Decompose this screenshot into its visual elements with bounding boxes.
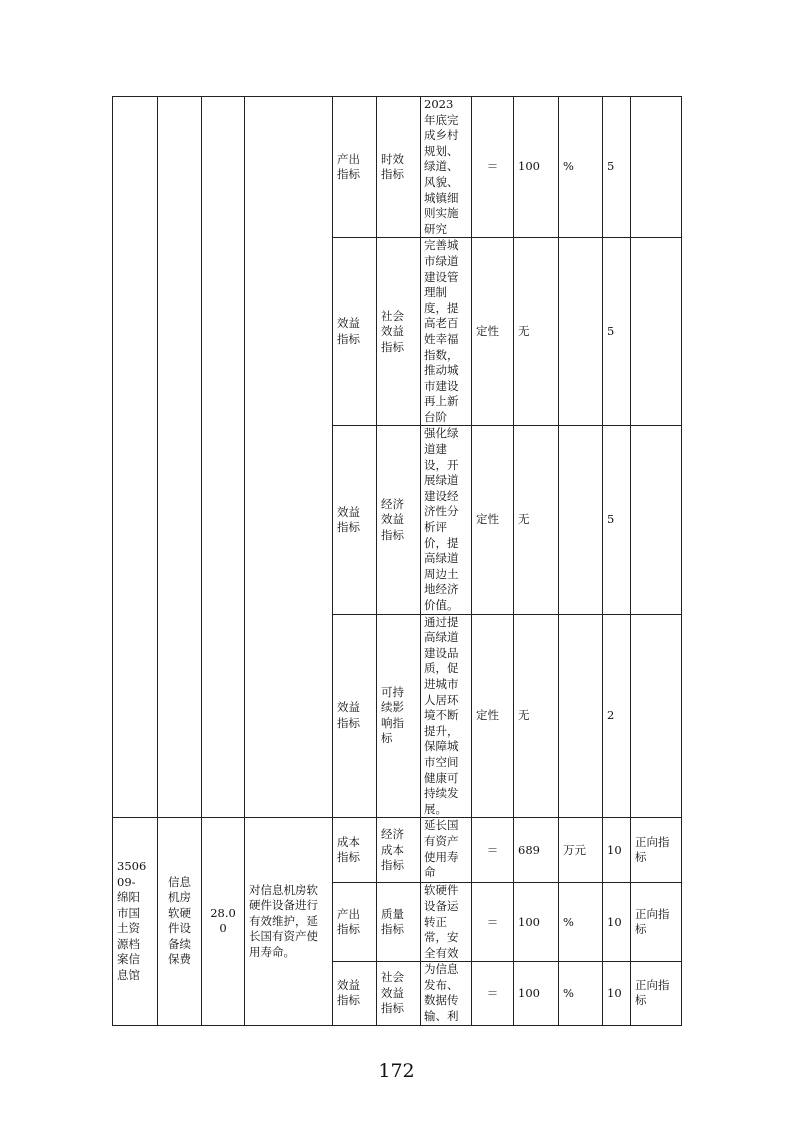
level2-indicator: 质量 指标 [377, 883, 421, 962]
unit [559, 614, 603, 818]
target-value: 100 [514, 962, 559, 1025]
direction [631, 614, 682, 818]
empty-cell [158, 97, 202, 818]
table-row [113, 97, 682, 238]
score: 10 [603, 818, 631, 883]
level3-indicator: 软硬件 设备运 转正 常，安 全有效 [421, 883, 472, 962]
level1-indicator: 效益 指标 [333, 962, 377, 1025]
target-value: 100 [514, 883, 559, 962]
level3-indicator: 为信息 发布、 数据传 输、利 [421, 962, 472, 1025]
project-name: 信息 机房 软硬 件设 备续 保费 [158, 818, 202, 1025]
level2-indicator: 经济 效益 指标 [377, 426, 421, 614]
operator: 定性 [472, 614, 514, 818]
direction [631, 97, 682, 238]
level3-indicator: 2023 年底完 成乡村 规划、 绿道、 风貌、 城镇细 则实施 研究 [421, 97, 472, 238]
direction [631, 426, 682, 614]
direction [631, 238, 682, 426]
target-value: 100 [514, 97, 559, 238]
table-row [113, 818, 682, 883]
level1-indicator: 产出 指标 [333, 883, 377, 962]
level2-indicator: 可持 续影 响指 标 [377, 614, 421, 818]
page-number: 172 [378, 1060, 415, 1082]
score: 5 [603, 426, 631, 614]
target-value: 无 [514, 426, 559, 614]
project-amount: 28.0 0 [202, 818, 245, 1025]
unit: % [559, 883, 603, 962]
empty-cell [113, 97, 158, 818]
performance-goal: 对信息机房软 硬件设备进行 有效维护，延 长国有资产使 用寿命。 [245, 818, 333, 1025]
unit: 万元 [559, 818, 603, 883]
score: 10 [603, 883, 631, 962]
performance-indicator-table [112, 96, 682, 1026]
operator: 定性 [472, 426, 514, 614]
level1-indicator: 成本 指标 [333, 818, 377, 883]
score: 10 [603, 962, 631, 1025]
level2-indicator: 社会 效益 指标 [377, 238, 421, 426]
level1-indicator: 效益 指标 [333, 426, 377, 614]
operator: ＝ [472, 97, 514, 238]
unit [559, 238, 603, 426]
level2-indicator: 社会 效益 指标 [377, 962, 421, 1025]
direction: 正向指 标 [631, 818, 682, 883]
operator: ＝ [472, 818, 514, 883]
level3-indicator: 强化绿 道建 设，开 展绿道 建设经 济性分 析评 价，提 高绿道 周边土 地经济 价值。 [421, 426, 472, 614]
target-value: 689 [514, 818, 559, 883]
empty-cell [202, 97, 245, 818]
operator: ＝ [472, 883, 514, 962]
operator: 定性 [472, 238, 514, 426]
direction: 正向指 标 [631, 883, 682, 962]
score: 5 [603, 97, 631, 238]
score: 2 [603, 614, 631, 818]
target-value: 无 [514, 614, 559, 818]
level1-indicator: 效益 指标 [333, 238, 377, 426]
unit: % [559, 97, 603, 238]
project-code-unit: 3506 09- 绵阳 市国 土资 源档 案信 息馆 [113, 818, 158, 1025]
level2-indicator: 时效 指标 [377, 97, 421, 238]
score: 5 [603, 238, 631, 426]
operator: ＝ [472, 962, 514, 1025]
level1-indicator: 效益 指标 [333, 614, 377, 818]
target-value: 无 [514, 238, 559, 426]
level3-indicator: 延长国 有资产 使用寿 命 [421, 818, 472, 883]
empty-cell [245, 97, 333, 818]
level3-indicator: 通过提 高绿道 建设品 质，促 进城市 人居环 境不断 提升， 保障城 市空间 健康可 持续发 展。 [421, 614, 472, 818]
level1-indicator: 产出 指标 [333, 97, 377, 238]
direction: 正向指 标 [631, 962, 682, 1025]
unit: % [559, 962, 603, 1025]
unit [559, 426, 603, 614]
level3-indicator: 完善城 市绿道 建设管 理制 度，提 高老百 姓幸福 指数， 推动城 市建设 再上新 台阶 [421, 238, 472, 426]
level2-indicator: 经济 成本 指标 [377, 818, 421, 883]
